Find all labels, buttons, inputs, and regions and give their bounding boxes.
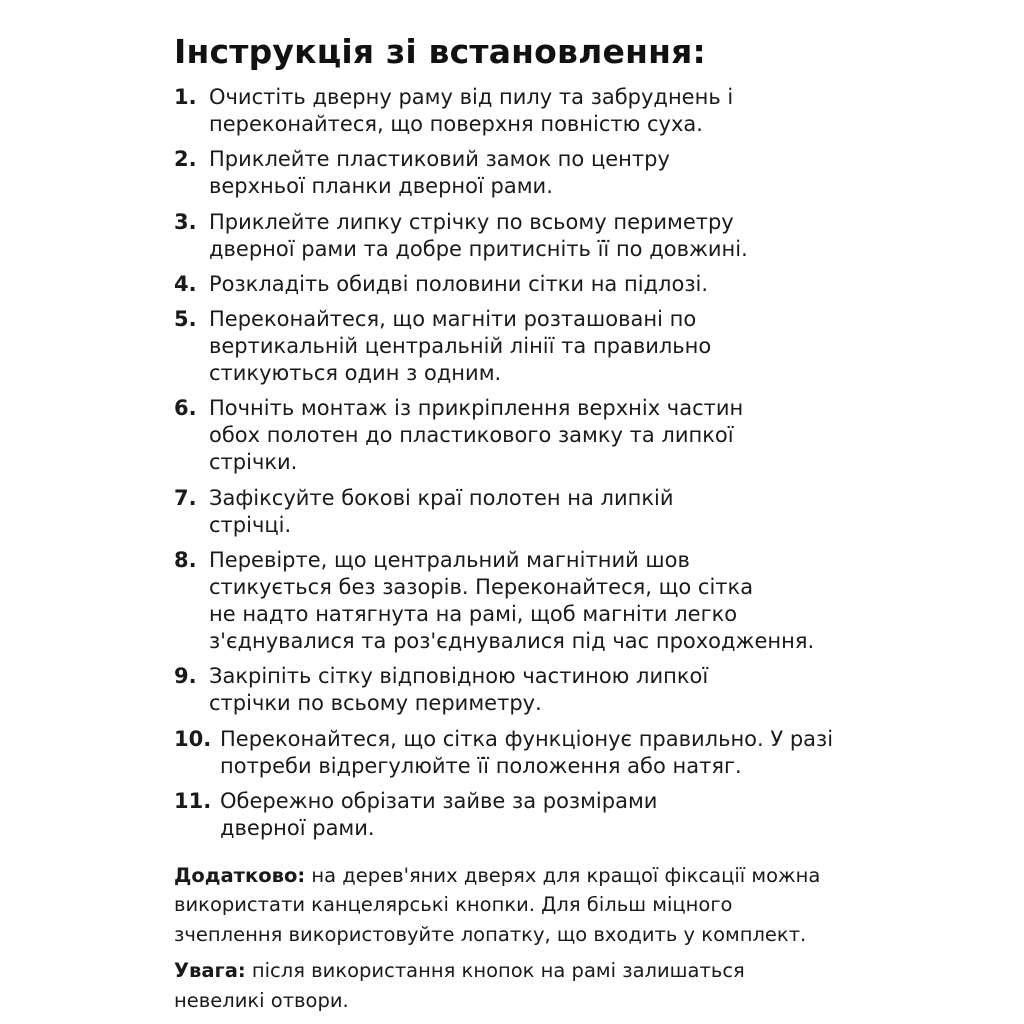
step-item bbox=[174, 306, 1004, 387]
step-number: 4. bbox=[174, 271, 197, 296]
step-text: Почніть монтаж із прикріплення верхніх частин обох полотен до пластикового замку та липкої стрічки. bbox=[209, 396, 744, 475]
notes-section bbox=[174, 861, 1004, 1016]
step-item bbox=[174, 209, 1004, 263]
step-text: Переконайтеся, що сітка функціонує правильно. У разі потреби відрегулюйте її положення або натяг. bbox=[220, 726, 834, 778]
step-item bbox=[174, 146, 1004, 200]
step-number: 10. bbox=[174, 726, 212, 751]
step-item bbox=[174, 547, 1004, 655]
step-text: Приклейте пластиковий замок по центру верхньої планки дверної рами. bbox=[209, 147, 670, 199]
step-item bbox=[174, 395, 1004, 476]
step-text: Очистіть дверну раму від пилу та забруднень і переконайтеся, що поверхня повністю суха. bbox=[209, 85, 734, 136]
warning-note bbox=[174, 956, 1004, 1015]
step-number: 1. bbox=[174, 85, 197, 109]
step-text: Зафіксуйте бокові краї полотен на липкій стрічці. bbox=[209, 485, 674, 537]
step-number: 6. bbox=[174, 396, 197, 421]
step-text: Обережно обрізати зайве за розмірами дверної рами. bbox=[220, 788, 658, 840]
additional-note bbox=[174, 861, 1004, 950]
step-item bbox=[174, 663, 1004, 717]
instruction-document bbox=[174, 30, 1004, 1022]
step-number: 5. bbox=[174, 307, 197, 332]
page-title: Інструкція зі встановлення: bbox=[174, 32, 706, 71]
steps-list bbox=[174, 84, 1004, 842]
step-number: 3. bbox=[174, 209, 197, 234]
step-number: 11. bbox=[174, 788, 212, 813]
step-number: 8. bbox=[174, 548, 197, 573]
step-item bbox=[174, 726, 1004, 780]
step-text: Переконайтеся, що магніти розташовані по вертикальній центральній лінії та правильно стикуються один з одним. bbox=[209, 307, 712, 386]
additional-note-label: Додатково: bbox=[174, 863, 306, 887]
step-item bbox=[174, 788, 1004, 842]
step-number: 7. bbox=[174, 485, 197, 510]
step-text: Перевірте, що центральний магнітний шов стикується без зазорів. Переконайтеся, що сітка не надто натягнута на рамі, щоб магніти легко з'єднувалися та роз'єднувалися під час проходження. bbox=[209, 548, 815, 654]
warning-note-label: Увага: bbox=[174, 959, 246, 983]
step-item bbox=[174, 271, 1004, 298]
step-text: Закріпіть сітку відповідною частиною липкої стрічки по всьому периметру. bbox=[209, 664, 709, 716]
step-item bbox=[174, 485, 1004, 539]
additional-note-text: на дерев'яних дверях для кращої фіксації можна використати канцелярські кнопки. Для більш міцного зчеплення використовуйте лопатку, що входить у комплект. bbox=[174, 863, 821, 946]
step-text: Розкладіть обидві половини сітки на підлозі. bbox=[209, 271, 708, 296]
step-number: 2. bbox=[174, 147, 197, 172]
step-text: Приклейте липку стрічку по всьому периметру дверної рами та добре притисніть її по довжині. bbox=[209, 209, 748, 261]
warning-note-text: після використання кнопок на рамі залишаться невеликі отвори. bbox=[174, 959, 745, 1012]
step-item bbox=[174, 84, 1004, 138]
step-number: 9. bbox=[174, 664, 197, 689]
